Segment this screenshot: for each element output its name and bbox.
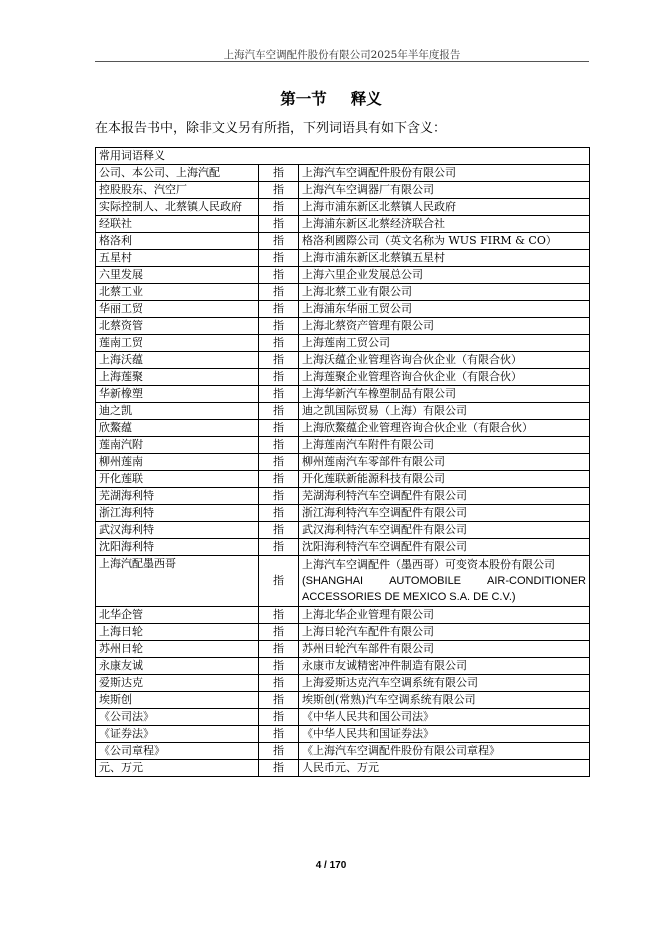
table-row xyxy=(96,658,590,675)
table-row xyxy=(96,556,590,607)
definition-cell: 开化莲联新能源科技有限公司 xyxy=(299,471,590,488)
term-cell: 控股股东、汽空厂 xyxy=(96,182,259,199)
term-cell: 开化莲联 xyxy=(96,471,259,488)
ref-cell: 指 xyxy=(259,658,299,675)
term-cell: 柳州莲南 xyxy=(96,454,259,471)
ref-cell: 指 xyxy=(259,267,299,284)
table-row xyxy=(96,692,590,709)
section-number: 第一节 xyxy=(280,89,327,108)
table-row xyxy=(96,471,590,488)
table-row xyxy=(96,165,590,182)
definition-cell: 上海浦东新区北蔡经济联合社 xyxy=(299,216,590,233)
definition-cell: 上海爱斯达克汽车空调系统有限公司 xyxy=(299,675,590,692)
term-cell: 《公司法》 xyxy=(96,709,259,726)
ref-cell: 指 xyxy=(259,420,299,437)
definition-cell: 上海日轮汽车配件有限公司 xyxy=(299,624,590,641)
definition-cell: 沈阳海利特汽车空调配件有限公司 xyxy=(299,539,590,556)
definition-cell: 上海北蔡资产管理有限公司 xyxy=(299,318,590,335)
definition-line-english: (SHANGHAI AUTOMOBILE AIR-CONDITIONER ACCESSORIES DE MEXICO S.A. DE C.V.) xyxy=(302,575,587,603)
table-row xyxy=(96,216,590,233)
term-cell: 芜湖海利特 xyxy=(96,488,259,505)
table-row xyxy=(96,182,590,199)
section-name: 释义 xyxy=(350,89,382,108)
table-row xyxy=(96,743,590,760)
term-cell: 莲南汽附 xyxy=(96,437,259,454)
definition-cell: 苏州日轮汽车部件有限公司 xyxy=(299,641,590,658)
definition-cell: 芜湖海利特汽车空调配件有限公司 xyxy=(299,488,590,505)
term-cell: 华新橡塑 xyxy=(96,386,259,403)
term-cell: 北蔡资管 xyxy=(96,318,259,335)
ref-cell: 指 xyxy=(259,471,299,488)
definition-cell: 上海北蔡工业有限公司 xyxy=(299,284,590,301)
ref-cell: 指 xyxy=(259,454,299,471)
table-row xyxy=(96,641,590,658)
ref-cell: 指 xyxy=(259,199,299,216)
definition-cell: 《中华人民共和国公司法》 xyxy=(299,709,590,726)
ref-cell: 指 xyxy=(259,675,299,692)
term-cell: 上海沃蕴 xyxy=(96,352,259,369)
term-cell: 沈阳海利特 xyxy=(96,539,259,556)
definition-cell: 武汉海利特汽车空调配件有限公司 xyxy=(299,522,590,539)
ref-cell: 指 xyxy=(259,743,299,760)
term-cell: 北蔡工业 xyxy=(96,284,259,301)
table-row xyxy=(96,233,590,250)
term-cell: 永康友诚 xyxy=(96,658,259,675)
term-cell: 实际控制人、北蔡镇人民政府 xyxy=(96,199,259,216)
term-cell: 经联社 xyxy=(96,216,259,233)
term-cell: 《公司章程》 xyxy=(96,743,259,760)
ref-cell: 指 xyxy=(259,369,299,386)
ref-cell: 指 xyxy=(259,556,299,607)
ref-cell: 指 xyxy=(259,250,299,267)
term-cell: 上海日轮 xyxy=(96,624,259,641)
ref-cell: 指 xyxy=(259,488,299,505)
ref-cell: 指 xyxy=(259,386,299,403)
definition-cell: 上海莲南汽车附件有限公司 xyxy=(299,437,590,454)
table-row xyxy=(96,318,590,335)
term-cell: 公司、本公司、上海汽配 xyxy=(96,165,259,182)
ref-cell: 指 xyxy=(259,709,299,726)
term-cell: 武汉海利特 xyxy=(96,522,259,539)
table-row xyxy=(96,386,590,403)
definition-cell: 上海汽车空调器厂有限公司 xyxy=(299,182,590,199)
table-caption: 常用词语释义 xyxy=(96,148,590,165)
term-cell: 爱斯达克 xyxy=(96,675,259,692)
definition-cell: 上海沃蕴企业管理咨询合伙企业（有限合伙） xyxy=(299,352,590,369)
ref-cell: 指 xyxy=(259,539,299,556)
ref-cell: 指 xyxy=(259,233,299,250)
table-row xyxy=(96,726,590,743)
ref-cell: 指 xyxy=(259,318,299,335)
ref-cell: 指 xyxy=(259,760,299,777)
definition-line: 上海汽车空调配件（墨西哥）可变资本股份有限公司 xyxy=(302,558,555,571)
table-row xyxy=(96,284,590,301)
table-row xyxy=(96,369,590,386)
definition-cell: 上海市浦东新区北蔡镇五星村 xyxy=(299,250,590,267)
definitions-table xyxy=(95,147,590,777)
ref-cell: 指 xyxy=(259,641,299,658)
table-row xyxy=(96,250,590,267)
term-cell: 浙江海利特 xyxy=(96,505,259,522)
table-row xyxy=(96,505,590,522)
table-row xyxy=(96,437,590,454)
ref-cell: 指 xyxy=(259,726,299,743)
table-row xyxy=(96,709,590,726)
term-cell: 埃斯创 xyxy=(96,692,259,709)
term-cell: 华丽工贸 xyxy=(96,301,259,318)
term-cell: 欣鰲蕴 xyxy=(96,420,259,437)
ref-cell: 指 xyxy=(259,182,299,199)
table-row xyxy=(96,420,590,437)
term-cell: 《证券法》 xyxy=(96,726,259,743)
ref-cell: 指 xyxy=(259,624,299,641)
definition-cell: 《中华人民共和国证券法》 xyxy=(299,726,590,743)
intro-text: 在本报告书中，除非文义另有所指，下列词语具有如下含义： xyxy=(95,121,447,136)
ref-cell: 指 xyxy=(259,403,299,420)
ref-cell: 指 xyxy=(259,607,299,624)
definition-cell: 《上海汽车空调配件股份有限公司章程》 xyxy=(299,743,590,760)
term-cell: 上海莲聚 xyxy=(96,369,259,386)
definition-cell: 上海六里企业发展总公司 xyxy=(299,267,590,284)
table-row xyxy=(96,335,590,352)
definition-cell: 上海莲南工贸公司 xyxy=(299,335,590,352)
definition-cell: 上海华新汽车橡塑制品有限公司 xyxy=(299,386,590,403)
definition-cell: 上海汽车空调配件股份有限公司 xyxy=(299,165,590,182)
header-rule xyxy=(95,61,589,62)
term-cell: 苏州日轮 xyxy=(96,641,259,658)
table-row xyxy=(96,624,590,641)
section-title xyxy=(0,87,662,109)
ref-cell: 指 xyxy=(259,522,299,539)
definition-cell: 埃斯创(常熟)汽车空调系统有限公司 xyxy=(299,692,590,709)
ref-cell: 指 xyxy=(259,505,299,522)
definition-cell: 上海浦东华丽工贸公司 xyxy=(299,301,590,318)
table-row xyxy=(96,522,590,539)
term-cell: 格洛利 xyxy=(96,233,259,250)
page-number: 4 / 170 xyxy=(315,860,347,871)
ref-cell: 指 xyxy=(259,437,299,454)
table-row xyxy=(96,352,590,369)
table-row xyxy=(96,454,590,471)
table-row xyxy=(96,488,590,505)
definition-cell: 迪之凯国际贸易（上海）有限公司 xyxy=(299,403,590,420)
definition-cell: 浙江海利特汽车空调配件有限公司 xyxy=(299,505,590,522)
definition-cell: 上海欣鰲蕴企业管理咨询合伙企业（有限合伙） xyxy=(299,420,590,437)
page-header: 上海汽车空调配件股份有限公司2025年半年度报告 xyxy=(223,49,461,61)
definition-cell: 柳州莲南汽车零部件有限公司 xyxy=(299,454,590,471)
term-cell: 莲南工贸 xyxy=(96,335,259,352)
ref-cell: 指 xyxy=(259,335,299,352)
definition-cell xyxy=(299,556,590,607)
table-row xyxy=(96,607,590,624)
term-cell: 北华企管 xyxy=(96,607,259,624)
definition-cell: 上海北华企业管理有限公司 xyxy=(299,607,590,624)
ref-cell: 指 xyxy=(259,352,299,369)
term-cell: 六里发展 xyxy=(96,267,259,284)
table-row xyxy=(96,301,590,318)
definition-cell: 上海市浦东新区北蔡镇人民政府 xyxy=(299,199,590,216)
term-cell: 五星村 xyxy=(96,250,259,267)
definition-cell: 格洛利國際公司（英文名称为 WUS FIRM & CO） xyxy=(299,233,590,250)
table-row xyxy=(96,403,590,420)
ref-cell: 指 xyxy=(259,165,299,182)
table-caption-row xyxy=(96,148,590,165)
definition-cell: 人民币元、万元 xyxy=(299,760,590,777)
table-row xyxy=(96,267,590,284)
ref-cell: 指 xyxy=(259,216,299,233)
term-cell: 迪之凯 xyxy=(96,403,259,420)
table-row xyxy=(96,199,590,216)
table-row xyxy=(96,539,590,556)
ref-cell: 指 xyxy=(259,284,299,301)
ref-cell: 指 xyxy=(259,692,299,709)
term-cell: 上海汽配墨西哥 xyxy=(96,556,259,607)
definition-cell: 上海莲聚企业管理咨询合伙企业（有限合伙） xyxy=(299,369,590,386)
term-cell: 元、万元 xyxy=(96,760,259,777)
table-row xyxy=(96,760,590,777)
table-row xyxy=(96,675,590,692)
ref-cell: 指 xyxy=(259,301,299,318)
definitions-body xyxy=(96,148,590,777)
definition-cell: 永康市友诚精密冲件制造有限公司 xyxy=(299,658,590,675)
